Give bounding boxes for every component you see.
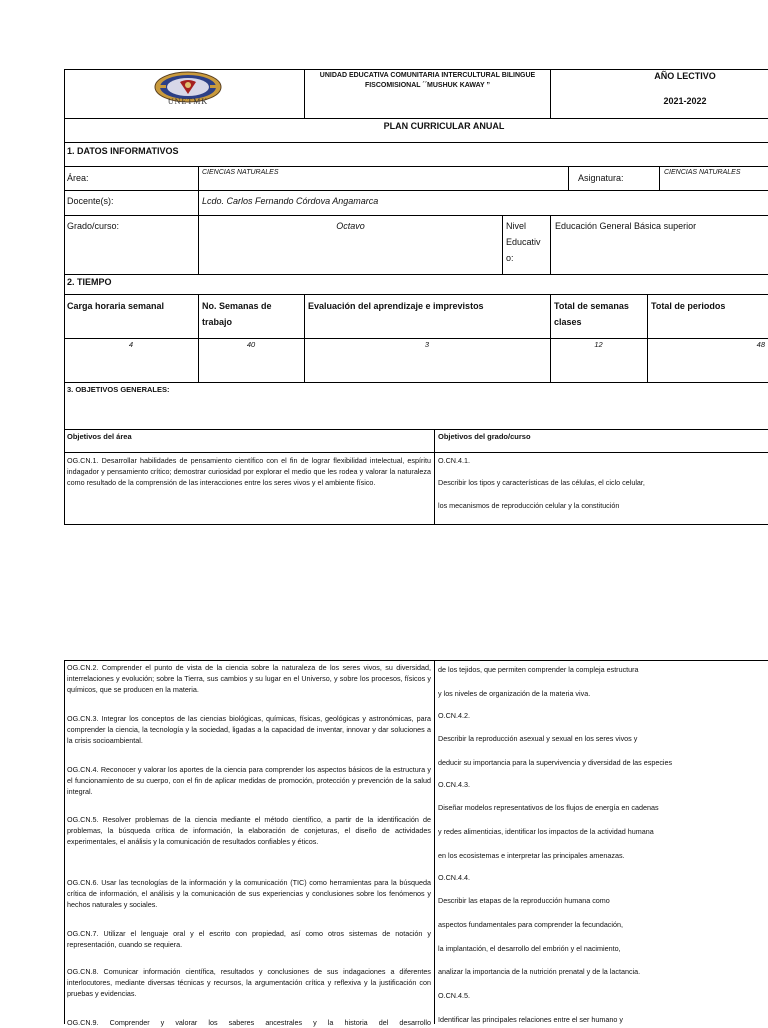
grade-objective-line: analizar la importancia de la nutrición prenatal y de la lactancia. — [438, 967, 641, 976]
time-col-weekly-hours: Carga horaria semanal — [67, 301, 165, 311]
subject-value: CIENCIAS NATURALES — [664, 169, 741, 176]
grade-objective-line: Describir las etapas de la reproducción humana como — [438, 896, 610, 905]
grade-objective-line: Identificar las principales relaciones entre el ser humano y — [438, 1015, 623, 1024]
area-objective-ogcn2: OG.CN.2. Comprender el punto de vista de la ciencia sobre la naturaleza de los seres vivos, su diversidad, interrelaciones y evolución; sobre la Tierra, sus cambios y su lugar en el Universo, y sobre los procesos, físicos y químicos, que se producen en la materia. — [67, 663, 431, 694]
time-value-evaluation: 3 — [424, 340, 430, 349]
plan-title: PLAN CURRICULAR ANUAL — [383, 121, 505, 131]
school-name-line-1: UNIDAD EDUCATIVA COMUNITARIA INTERCULTURAL BILINGUE — [319, 72, 536, 79]
area-objective-ogcn6: OG.CN.6. Usar las tecnologías de la información y la comunicación (TIC) como herramientas para la búsqueda crítica de información, el análisis y la comunicación de sus experiencias y conclusiones sobre los fenómenos y hechos naturales y sociales. — [67, 878, 431, 909]
school-name-line-2: FISCOMISIONAL ´´MUSHUK KAWAY ” — [364, 82, 491, 89]
grade-label: Grado/curso: — [67, 221, 120, 231]
level-label-3: o: — [506, 253, 514, 263]
time-col-weeks-b: trabajo — [202, 317, 233, 327]
year-value: 2021-2022 — [663, 96, 707, 106]
teacher-label: Docente(s): — [67, 196, 114, 206]
subject-label: Asignatura: — [578, 173, 624, 183]
area-objective-ogcn3: OG.CN.3. Integrar los conceptos de las ciencias biológicas, químicas, físicas, geológicas y astronómicas, para comprender la ciencia, la tecnología y la sociedad, ligadas a la capacidad de inventar, innovar y dar soluciones a la crisis socioambiental. — [67, 714, 431, 745]
level-label-2: Educativ — [506, 237, 541, 247]
level-label-1: Nivel — [506, 221, 527, 231]
time-value-weeks: 40 — [246, 340, 256, 349]
area-objective-ogcn1: OG.CN.1. Desarrollar habilidades de pensamiento científico con el fin de lograr flexibilidad intelectual, espíritu indagador y pensamiento crítico; demostrar curiosidad por explorar el medio que les rodea y valorar la naturaleza como resultado de la comprensión de las interacciones entre los seres vivos y el ambiente físico. — [67, 456, 431, 487]
area-objective-ogcn9: OG.CN.9. Comprender y valorar los saberes ancestrales y la historia del desarrollo — [67, 1018, 431, 1027]
level-value: Educación General Básica superior — [555, 221, 697, 231]
grade-objective-line: y los niveles de organización de la materia viva. — [438, 689, 591, 698]
grade-objective-line: Diseñar modelos representativos de los flujos de energía en cadenas — [438, 803, 659, 812]
time-col-evaluation: Evaluación del aprendizaje e imprevistos — [308, 301, 484, 311]
time-col-weeks-a: No. Semanas de — [202, 301, 272, 311]
grade-objective-code-ocn41: O.CN.4.1. — [438, 456, 470, 465]
grade-objective-line: Describir la reproducción asexual y sexual en los seres vivos y — [438, 734, 638, 743]
area-objective-ogcn7: OG.CN.7. Utilizar el lenguaje oral y el escrito con propiedad, así como otros sistemas de notación y representación, cuando se requiera. — [67, 929, 431, 949]
section-1-title: 1. DATOS INFORMATIVOS — [67, 146, 179, 156]
grade-objective-code-ocn42: O.CN.4.2. — [438, 711, 470, 720]
grade-objective-line: y redes alimenticias, identificar los impactos de la actividad humana — [438, 827, 654, 836]
grade-objective-line: en los ecosistemas e interpretar las principales amenazas. — [438, 851, 625, 860]
grade-objective-code-ocn45: O.CN.4.5. — [438, 991, 470, 1000]
grade-objective-ocn41-line1: Describir los tipos y características de las células, el ciclo celular, — [438, 478, 645, 487]
area-objectives-header: Objetivos del área — [67, 432, 132, 441]
time-col-total-weeks-b: clases — [554, 317, 582, 327]
area-objective-ogcn8: OG.CN.8. Comunicar información científica, resultados y conclusiones de sus indagaciones a diferentes interlocutores, mediante diversas técnicas y recursos, la argumentación crítica y reflexiva y la justificación con pruebas y evidencias. — [67, 967, 431, 998]
school-logo — [142, 70, 234, 108]
logo-text: UNETMK — [167, 97, 209, 106]
grade-objective-code-ocn43: O.CN.4.3. — [438, 780, 470, 789]
area-label: Área: — [67, 173, 89, 183]
time-value-weekly-hours: 4 — [128, 340, 134, 349]
year-label: AÑO LECTIVO — [654, 71, 716, 81]
grade-objective-line: la implantación, el desarrollo del embrión y el nacimiento, — [438, 944, 621, 953]
section-3-title: 3. OBJETIVOS GENERALES: — [67, 385, 170, 394]
section-2-title: 2. TIEMPO — [67, 277, 112, 287]
grade-objective-line: de los tejidos, que permiten comprender la compleja estructura — [438, 665, 639, 674]
area-objective-ogcn5: OG.CN.5. Resolver problemas de la ciencia mediante el método científico, a partir de la identificación de problemas, la búsqueda crítica de información, la elaboración de conjeturas, el diseño de actividades experimentales, el análisis y la comunicación de resultados confiables y éticos. — [67, 815, 431, 846]
grade-objective-line: aspectos fundamentales para comprender la fecundación, — [438, 920, 623, 929]
area-objective-ogcn4: OG.CN.4. Reconocer y valorar los aportes de la ciencia para comprender los aspectos básicos de la estructura y el funcionamiento de su cuerpo, con el fin de aplicar medidas de promoción, protección y prevención de la salud integral. — [67, 765, 431, 796]
teacher-value: Lcdo. Carlos Fernando Córdova Angamarca — [202, 196, 379, 206]
grade-objective-line: deducir su importancia para la supervivencia y diversidad de las especies — [438, 758, 673, 767]
time-value-total-periods: 48 — [756, 340, 765, 349]
grade-value: Octavo — [336, 221, 365, 231]
grade-objective-code-ocn44: O.CN.4.4. — [438, 873, 470, 882]
time-col-total-weeks-a: Total de semanas — [554, 301, 629, 311]
time-col-total-periods: Total de periodos — [651, 301, 726, 311]
time-value-total-weeks: 12 — [594, 340, 603, 349]
grade-objective-ocn41-line2: los mecanismos de reproducción celular y la constitución — [438, 501, 620, 510]
grade-objectives-header: Objetivos del grado/curso — [438, 432, 531, 441]
area-value: CIENCIAS NATURALES — [202, 169, 279, 176]
